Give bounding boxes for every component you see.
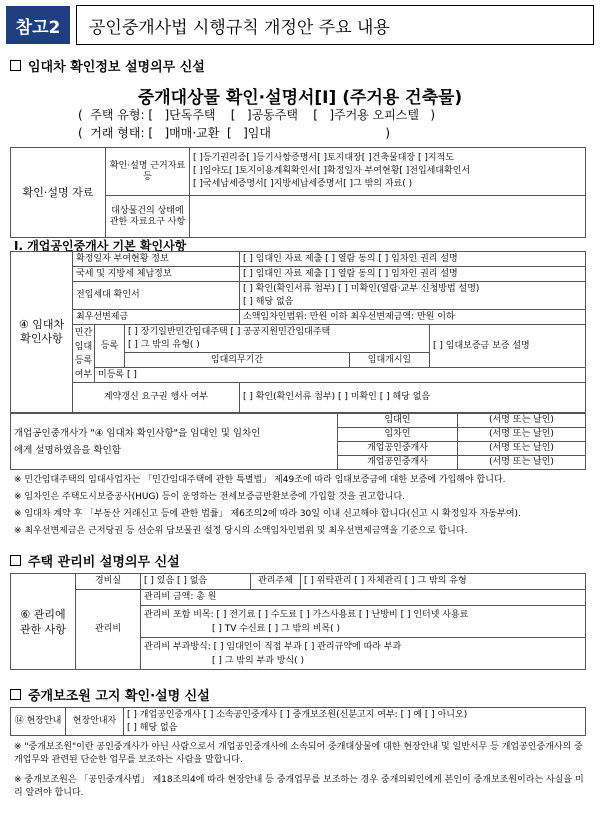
lease-r3-line-2: [ ] 해당 없음 bbox=[243, 296, 294, 307]
lease-r3-value bbox=[240, 282, 586, 310]
mgmt-fee-items bbox=[141, 606, 586, 638]
confirm-row2-value bbox=[190, 196, 586, 238]
mgmt-fee-items-1: 관리비 포함 비목: [ ] 전기료 [ ] 수도료 [ ] 가스사용료 [ ] 난방비 [ ] 인터넷 사용료 bbox=[144, 609, 469, 620]
lease-r4-value: 소액임차인범위: 만원 이하 최우선변제금액: 만원 이하 bbox=[240, 310, 586, 325]
sign-slot-agent-2[interactable]: (서명 또는 날인) bbox=[458, 456, 586, 470]
mgmt-guard-label: 경비실 bbox=[76, 574, 141, 590]
lease-r5-period: 임대의무기간 bbox=[125, 353, 350, 368]
mgmt-fee-method-2: [ ] 그 밖의 부과 방식( ) bbox=[212, 655, 305, 666]
section-1-heading bbox=[10, 56, 205, 75]
confirm-row1-label: 확인·설명 근거자료 등 bbox=[106, 148, 190, 196]
lease-table bbox=[10, 251, 586, 413]
part1-heading: Ⅰ. 개업공인중개사 기본 확인사항 bbox=[14, 239, 187, 253]
section-3-label: 중개보조원 고지 확인·설명 신설 bbox=[28, 689, 210, 704]
type-line-2: ( 거래 형태: [ ]매매·교환 [ ]임대 ) bbox=[78, 126, 391, 140]
lease-r3-label: 전입세대 확인서 bbox=[73, 282, 240, 310]
lease-r1-label: 확정일자 부여현황 정보 bbox=[73, 252, 240, 267]
note-1: ※ 민간임대주택의 임대사업자는 「민간임대주택에 관한 특별법」 제49조에 따라 임대보증금에 대한 보증에 가입해야 합니다. bbox=[14, 475, 506, 485]
section-3-heading bbox=[10, 685, 210, 704]
lease-r5-types bbox=[125, 325, 430, 353]
mgmt-table bbox=[10, 573, 586, 670]
lease-r2-label: 국세 및 지방세 체납정보 bbox=[73, 267, 240, 282]
lease-r5-start: 임대개시일 bbox=[350, 353, 430, 368]
sign-text-1: 개업공인중개사가 "④ 임대차 확인사항"을 임대인 및 임차인 bbox=[14, 427, 261, 439]
confirm-row2-label: 대상물건의 상태에 관한 자료요구 사항 bbox=[106, 196, 190, 238]
lease-r7-label: 계약갱신 요구권 행사 여부 bbox=[73, 383, 240, 413]
lease-r5-line-2: [ ] 그 밖의 유형( ) bbox=[128, 339, 200, 350]
note-5: ※ "중개보조원"이란 공인중개사가 아닌 사람으로서 개업공인중개사에 소속되어 중개대상물에 대한 현장안내 및 일반서무 등 개업공인중개사의 중개업무와 관련된 단순한 업무를 보조하는 사람을 말합니다. bbox=[14, 742, 583, 765]
mgmt-fee-method bbox=[141, 638, 586, 670]
section-1-label: 임대차 확인정보 설명의무 신설 bbox=[28, 60, 205, 75]
sign-table bbox=[10, 413, 586, 470]
mgmt-fee-label: 관리비 bbox=[76, 590, 141, 670]
section-2-label: 주택 관리비 설명의무 신설 bbox=[28, 555, 180, 570]
confirm-label: 확인·설명 자료 bbox=[11, 148, 106, 238]
header-title: 공인중개사법 시행규칙 개정안 주요 내용 bbox=[76, 5, 594, 45]
lease-r4-label: 최우선변제금 bbox=[73, 310, 240, 325]
mgmt-fee-amount: 관리비 금액: 총 원 bbox=[141, 590, 586, 606]
confirm-line-1: [ ]등기권리증[ ]등기사항증명서[ ]토지대장[ ]건축물대장 [ ]지적도 bbox=[193, 153, 454, 163]
sign-role-agent-1: 개업공인중개사 bbox=[338, 442, 458, 456]
sign-slot-lessee[interactable]: (서명 또는 날인) bbox=[458, 428, 586, 442]
note-4: ※ 최우선변제금은 근저당권 등 선순위 담보물권 설정 당시의 소액임차인범위 및 최우선변제금액을 기준으로 합니다. bbox=[14, 526, 468, 536]
mgmt-fee-items-2: [ ] TV 수신료 [ ] 그 밖의 비목( ) bbox=[212, 623, 341, 634]
sign-slot-agent-1[interactable]: (서명 또는 날인) bbox=[458, 442, 586, 456]
site-value bbox=[124, 708, 586, 736]
site-line-2: [ ] 해당 없음 bbox=[127, 722, 178, 733]
mgmt-subject-value: [ ] 위탁관리 [ ] 자체관리 [ ] 그 밖의 유형 bbox=[301, 574, 586, 590]
sign-role-lessor: 임대인 bbox=[338, 414, 458, 428]
lease-r5-line-1: [ ] 장기일반민간임대주택 [ ] 공공지원민간임대주택 bbox=[128, 326, 331, 337]
site-line-1: [ ] 개업공인중개사 [ ] 소속공인중개사 [ ] 중개보조원(신분고지 여부: [ ] 예 [ ] 아니오) bbox=[127, 709, 468, 720]
square-bullet-icon bbox=[10, 555, 21, 566]
lease-label: ④ 임대차 확인사항 bbox=[11, 252, 73, 413]
site-table bbox=[10, 707, 586, 736]
confirm-line-3: [ ]국세납세증명서[ ]지방세납세증명서[ ]그 밖의 자료( ) bbox=[193, 179, 413, 189]
header-tag: 참고2 bbox=[6, 6, 70, 44]
lease-r1-value: [ ] 임대인 자료 제출 [ ] 열람 동의 [ ] 임차인 권리 설명 bbox=[240, 252, 586, 267]
lease-r5-right: [ ] 임대보증금 보증 설명 bbox=[430, 325, 586, 368]
site-label: ⑭ 현장안내 bbox=[11, 708, 66, 736]
lease-r5-label: 민간 임대 등록 여부 bbox=[73, 325, 95, 383]
square-bullet-icon bbox=[10, 689, 21, 700]
confirm-line-2: [ ]임야도[ ]토지이용계획확인서[ ]확정일자 부여현황[ ]전입세대확인서 bbox=[193, 166, 471, 176]
lease-r3-line-1: [ ] 확인(확인서류 첨부) [ ] 미확인(열람·교부 신청방법 설명) bbox=[243, 283, 480, 294]
mgmt-fee-method-1: 관리비 부과방식: [ ] 임대인이 직접 부과 [ ] 관리규약에 따라 부과 bbox=[144, 641, 402, 652]
lease-r7-value: [ ] 확인(확인서류 첨부) [ ] 미확인 [ ] 해당 없음 bbox=[240, 383, 586, 413]
mgmt-guard-value: [ ] 있음 [ ] 없음 bbox=[141, 574, 251, 590]
mgmt-subject-label: 관리주체 bbox=[251, 574, 301, 590]
square-bullet-icon bbox=[10, 60, 21, 71]
sign-slot-lessor[interactable]: (서명 또는 날인) bbox=[458, 414, 586, 428]
note-6: ※ 중개보조원은 「공인중개사법」 제18조의4에 따라 현장안내 등 중개업무를 보조하는 경우 중개의뢰인에게 본인이 중개보조원이라는 사실을 미리 알려야 합니다. bbox=[14, 775, 584, 798]
type-line-1: ( 주택 유형: [ ]단독주택 [ ]공동주택 [ ]주거용 오피스텔 ) bbox=[78, 108, 436, 122]
lease-r2-value: [ ] 임대인 자료 제출 [ ] 열람 동의 [ ] 임차인 권리 설명 bbox=[240, 267, 586, 282]
note-2: ※ 임차인은 주택도시보증공사(HUG) 등이 운영하는 전세보증금반환보증에 가입할 것을 권고합니다. bbox=[14, 492, 406, 502]
site-sub: 현장안내자 bbox=[66, 708, 124, 736]
sign-role-agent-2: 개업공인중개사 bbox=[338, 456, 458, 470]
sign-text bbox=[11, 414, 338, 470]
sign-role-lessee: 임차인 bbox=[338, 428, 458, 442]
lease-r5-sub: 등록 bbox=[95, 325, 125, 368]
lease-r6-label: 미등록 [ ] bbox=[95, 368, 586, 383]
header bbox=[6, 4, 594, 46]
confirm-row1-value bbox=[190, 148, 586, 196]
mgmt-label: ⑥ 관리에 관한 사항 bbox=[11, 574, 76, 670]
sign-text-2: 에게 설명하였음을 확인함 bbox=[14, 444, 121, 456]
confirm-table bbox=[10, 147, 586, 238]
section-2-heading bbox=[10, 551, 180, 570]
note-3: ※ 임대차 계약 후 「부동산 거래신고 등에 관한 법률」 제6조의2에 따라 30일 이내 신고해야 합니다(신고 시 확정일자 자동부여). bbox=[14, 509, 521, 519]
form-title: 중개대상물 확인·설명서[Ⅰ] (주거용 건축물) bbox=[137, 88, 463, 108]
